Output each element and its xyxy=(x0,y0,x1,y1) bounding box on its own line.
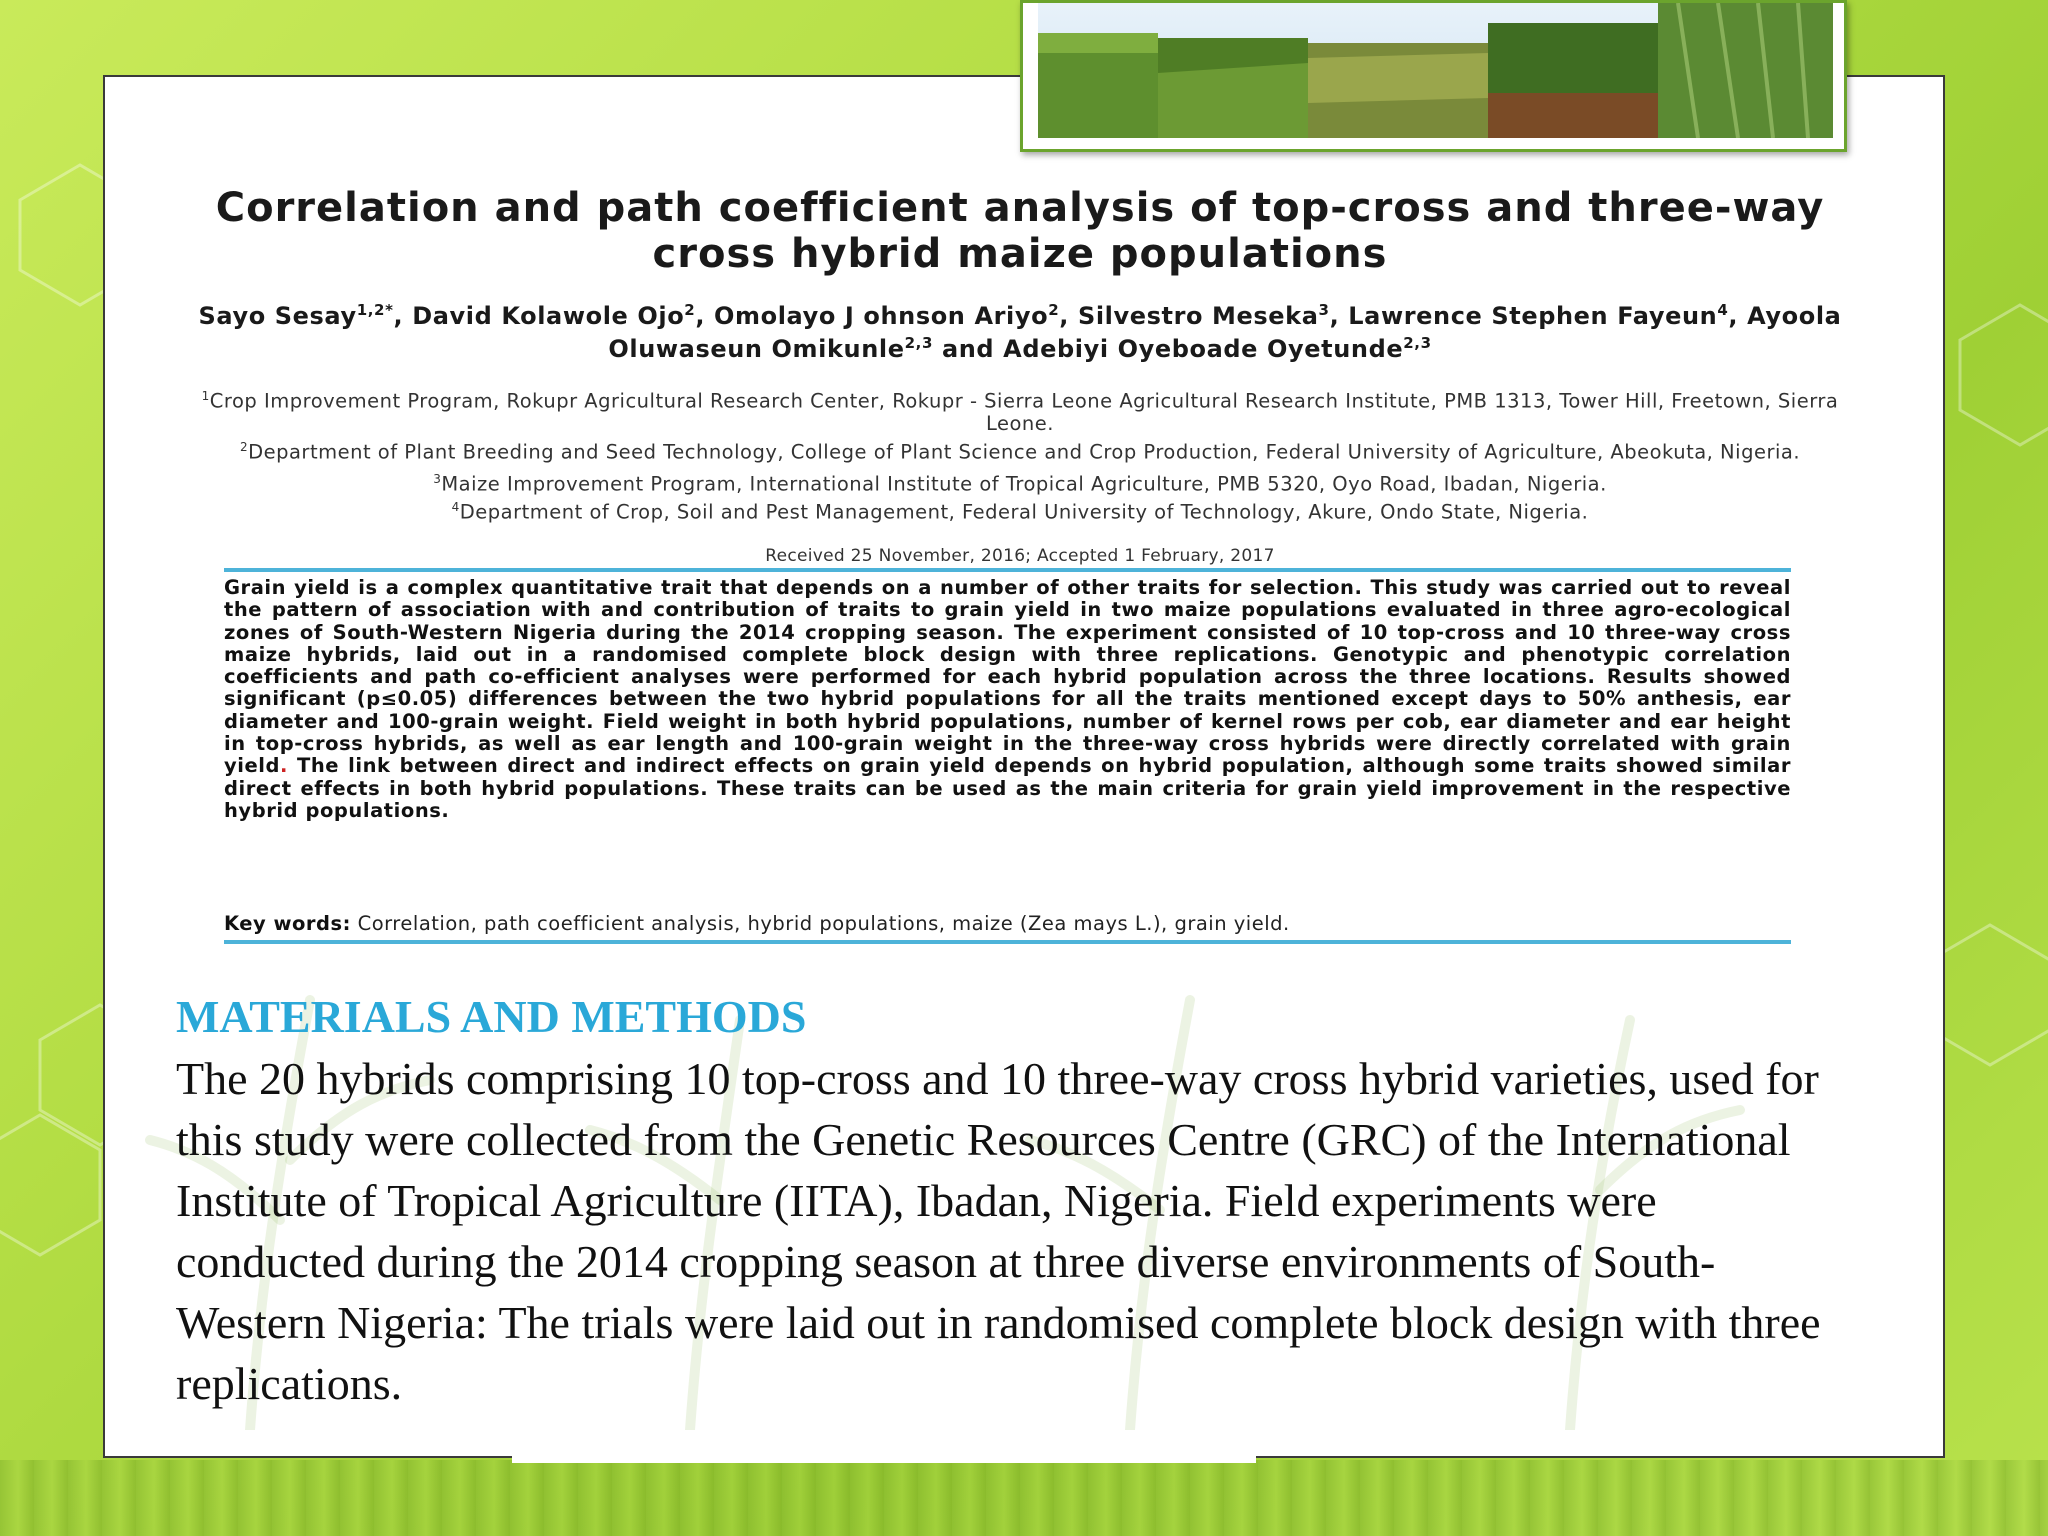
abstract-text xyxy=(224,577,1791,822)
author-name: David Kolawole Ojo xyxy=(412,302,685,330)
affiliation-sup: 2 xyxy=(239,439,249,454)
section-body: The 20 hybrids comprising 10 top-cross and 10 three-way cross hybrid varieties, used for this study were collected from the Genetic Resources Centre (GRC) of the International Institute of Tropical Agriculture (IITA), Ibadan, Nigeria. Field experiments were conducted during the 2014 cropping season at three diverse environments of South-Western Nigeria: The trials were laid out in randomised complete block design with three replications. xyxy=(176,1053,1821,1409)
author-name: Ayoola Oluwaseun Omikunle xyxy=(608,302,1842,363)
bottom-grass-band xyxy=(0,1460,2048,1536)
paper-authors: Sayo Sesay$^{1,2*}$, David Kolawole Ojo$^2$, Omolayo J ohnson Ariyo$^2$, Silvestro Meseka$^3$, Lawrence Stephen Fayeun$^4$, Ayoola Oluwaseun Omikunle$^{2,3}$ and Adebiyi Oyeboade Oyetunde$^{2,3}$ xyxy=(198,301,1842,363)
author-sup: 2,3 xyxy=(904,334,933,352)
affiliation-text: Crop Improvement Program, Rokupr Agricultural Research Center, Rokupr - Sierra Leone Agricultural Research Institute, PMB 1313, Tower Hill, Freetown, Sierra Leone. xyxy=(209,389,1839,435)
affiliation-text: Department of Crop, Soil and Pest Management, Federal University of Technology, Akure, Ondo State, Nigeria. xyxy=(459,500,1589,523)
author-sup: 2 xyxy=(1048,301,1060,319)
affiliation-sup: 3 xyxy=(433,471,442,486)
author-name: Adebiyi Oyeboade Oyetunde xyxy=(1003,335,1404,363)
author-name: Silvestro Meseka xyxy=(1077,302,1319,330)
author-name: Omolayo J ohnson Ariyo xyxy=(714,302,1049,330)
crop-photos-image xyxy=(1038,3,1833,138)
author-sup: 2 xyxy=(684,301,696,319)
affiliations xyxy=(170,385,1870,524)
abstract-bottom-rule xyxy=(224,940,1791,944)
keywords-line xyxy=(224,912,1791,935)
frame-bottom-gap xyxy=(512,1453,1256,1463)
abstract-top-rule xyxy=(224,568,1791,572)
author-name: Sayo Sesay xyxy=(198,302,357,330)
keywords-text: Correlation, path coefficient analysis, hybrid populations, maize (Zea mays L.), grain yield. xyxy=(350,912,1290,935)
affiliation-item xyxy=(170,436,1870,464)
author-sup: 4 xyxy=(1717,301,1729,319)
affiliation-text: Maize Improvement Program, International Institute of Tropical Agriculture, PMB 5320, Oyo Road, Ibadan, Nigeria. xyxy=(441,472,1607,495)
abstract-part-2: The link between direct and indirect effects on grain yield depends on hybrid population, although some traits showed similar direct effects in both hybrid populations. These traits can be used as the main criteria for grain yield improvement in the respective hybrid populations. xyxy=(224,754,1791,822)
paper-header xyxy=(170,185,1870,566)
author-name: Lawrence Stephen Fayeun xyxy=(1348,302,1718,330)
affiliation-sup: 1 xyxy=(201,389,210,403)
affiliation-item xyxy=(170,496,1870,524)
keywords-label: Key words: xyxy=(224,912,351,935)
abstract-red-mark: . xyxy=(280,754,288,778)
abstract-part-1: Grain yield is a complex quantitative trait that depends on a number of other traits for selection. This study was carried out to reveal the pattern of association with and contribution of traits to grain yield in two maize populations evaluated in three agro-ecological zones of South-Western Nigeria during the 2014 cropping season. The experiment consisted of 10 top-cross and 10 three-way cross maize hybrids, laid out in a randomised complete block design with three replications. Genotypic and phenotypic correlation coefficients and path co-efficient analyses were performed for each hybrid population across the three locations. Results showed significant (p≤0.05) differences between the two hybrid populations for all the traits mentioned except days to 50% anthesis, ear diameter and 100-grain weight. Field weight in both hybrid populations, number of kernel rows per cob, ear diameter and ear height in top-cross hybrids, as well as ear length and 100-grain weight in the three-way cross hybrids were directly correlated with grain yield xyxy=(224,576,1791,778)
crop-photo-strip xyxy=(1020,0,1847,152)
author-sup: 1,2* xyxy=(356,301,394,319)
author-sup: 3 xyxy=(1318,301,1330,319)
received-dates: Received 25 November, 2016; Accepted 1 February, 2017 xyxy=(765,545,1275,566)
section-heading: MATERIALS AND METHODS xyxy=(176,991,807,1042)
paper-title: Correlation and path coefficient analysis of top-cross and three-way cross hybrid maize populations xyxy=(215,185,1825,277)
affiliation-item xyxy=(170,385,1870,436)
affiliation-sup: 4 xyxy=(451,499,460,514)
affiliation-item xyxy=(170,468,1870,496)
author-sup: 2,3 xyxy=(1403,334,1432,352)
affiliation-text: Department of Plant Breeding and Seed Technology, College of Plant Science and Crop Production, Federal University of Agriculture, Abeokuta, Nigeria. xyxy=(248,440,1801,463)
